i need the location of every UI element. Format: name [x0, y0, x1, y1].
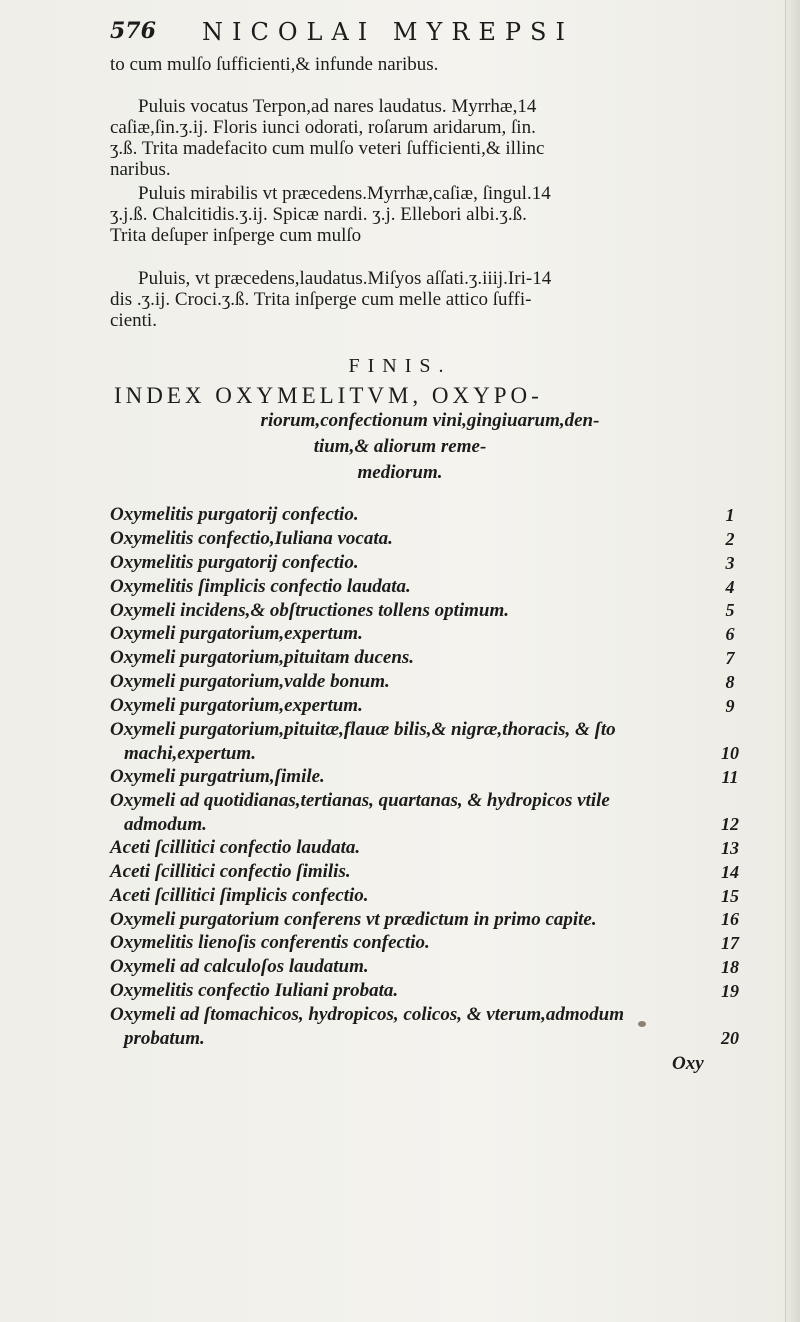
text-line: to cum mulſo ſufficienti,& infunde naribus.: [110, 54, 439, 75]
index-entry-text: [110, 955, 369, 979]
index-entry-text: [110, 503, 359, 527]
index-entry-line: Oxymelitis ſimplicis confectio laudata.: [110, 575, 411, 597]
index-entry: [110, 575, 750, 599]
ink-blot: [638, 1021, 646, 1027]
index-entry: [110, 765, 750, 789]
index-entry-number: 17: [721, 933, 739, 954]
text-line: cienti.: [110, 310, 157, 331]
index-entry-line: Oxymelitis lienoſis conferentis confectio.: [110, 932, 430, 954]
index-entry-line: Oxymeli purgatorium,pituitæ,flauæ bilis,& nigræ,thoracis, & ſto: [110, 719, 616, 741]
index-entry-line: probatum.: [124, 1028, 205, 1050]
index-entry-text: [110, 551, 359, 575]
index-entry-text: [110, 860, 351, 884]
index-entry-text: [110, 599, 509, 623]
index-entry-text: [110, 694, 363, 718]
index-entry-number: 14: [721, 861, 739, 882]
index-entry-line: Aceti ſcillitici ſimplicis confectio.: [110, 884, 369, 906]
index-subtitle-line: mediorum.: [357, 462, 443, 483]
paragraph-praised-powder: [110, 268, 690, 331]
index-entry: [110, 884, 750, 908]
index-entry-line: Oxymeli ad ſtomachicos, hydropicos, colicos, & vterum,admodum: [110, 1004, 625, 1026]
index-entry-number: 5: [725, 600, 735, 621]
index-entry-line: Oxymeli ad calculoſos laudatum.: [110, 956, 369, 978]
index-entry: [110, 551, 750, 575]
paragraph-wonderful-powder: [110, 183, 690, 246]
index-entry: [110, 979, 750, 1003]
index-title: INDEX OXYMELITVM, OXYPO-: [114, 383, 543, 408]
page-number: 576: [110, 18, 156, 44]
index-entry-line: Oxymeli purgatorium,expertum.: [110, 623, 363, 645]
text-line: caſiæ,ſin.ʒ.ij. Floris iunci odorati, roſarum aridarum, ſin.: [110, 117, 536, 138]
index-entry: [110, 694, 750, 718]
index-entry: [110, 670, 750, 694]
running-head: [110, 18, 710, 54]
index-entry-line: Oxymeli purgatorium conferens vt prædictum in primo capite.: [110, 908, 597, 930]
index-subtitle-line: riorum,confectionum vini,gingiuarum,den-: [260, 410, 600, 431]
index-entry-text: [110, 718, 616, 766]
index-entry: [110, 931, 750, 955]
index-entry: [110, 1003, 750, 1050]
text-line: dis .ʒ.ij. Croci.ʒ.ß. Trita inſperge cum melle attico ſuffi-: [110, 289, 532, 310]
paragraph-continuation: [110, 54, 690, 75]
index-entry-number: 7: [725, 648, 735, 669]
index-entry-number: 18: [721, 957, 739, 978]
index-entry: [110, 860, 750, 884]
text-line: Puluis, vt præcedens,laudatus.Miſyos aſſati.ʒ.iiij.Iri-14: [138, 268, 552, 289]
index-entry-line: Oxymeli purgatorium,valde bonum.: [110, 671, 390, 693]
index-entry-line: Oxymelitis confectio Iuliani probata.: [110, 980, 399, 1002]
paragraph-terpon-powder: [110, 96, 690, 180]
index-entry: [110, 503, 750, 527]
index-entry-text: [110, 527, 393, 551]
index-entry-line: Oxymelitis purgatorij confectio.: [110, 551, 359, 573]
index-entry-number: 8: [725, 672, 735, 693]
text-line: Puluis mirabilis vt præcedens.Myrrhæ,caſiæ, ſingul.14: [138, 183, 551, 204]
index-entry-number: 6: [725, 624, 735, 645]
index-entry: [110, 718, 750, 765]
index-entry: [110, 646, 750, 670]
index-entry-number: 4: [725, 576, 735, 597]
index-subtitle-line: tium,& aliorum reme-: [313, 436, 487, 457]
index-entry-line: machi,expertum.: [124, 743, 256, 765]
index-entry-number: 12: [721, 813, 739, 834]
index-entry-text: [110, 908, 597, 932]
text-line: naribus.: [110, 159, 171, 180]
index-entry-line: Oxymelitis confectio,Iuliana vocata.: [110, 527, 393, 549]
index-entry-text: [110, 931, 430, 955]
index-entries: [110, 503, 750, 1050]
index-entry-number: 1: [725, 504, 735, 525]
index-entry: [110, 622, 750, 646]
index-entry-number: 16: [721, 909, 739, 930]
index-entry-number: 9: [725, 696, 735, 717]
text-line: ʒ.j.ß. Chalcitidis.ʒ.ij. Spicæ nardi. ʒ.j. Ellebori albi.ʒ.ß.: [110, 204, 527, 225]
index-entry-number: 19: [721, 981, 739, 1002]
text-line: ʒ.ß. Trita madefacito cum mulſo veteri ſufficienti,& illinc: [110, 138, 545, 159]
index-entry-line: Oxymeli purgatorium,expertum.: [110, 695, 363, 717]
index-entry-text: [110, 765, 325, 789]
running-title: NICOLAI MYREPSI: [202, 18, 574, 46]
index-entry-number: 11: [721, 766, 739, 787]
index-entry-line: Aceti ſcillitici confectio laudata.: [110, 836, 361, 858]
index-entry: [110, 599, 750, 623]
index-entry-number: 10: [721, 743, 739, 764]
index-entry-text: [110, 646, 414, 670]
index-entry-line: Oxymelitis purgatorij confectio.: [110, 504, 359, 525]
index-entry-line: Aceti ſcillitici confectio ſimilis.: [110, 860, 351, 882]
index-entry-text: [110, 836, 360, 860]
index-entry-line: admodum.: [124, 813, 207, 835]
page-edge: [785, 0, 800, 1322]
index-entry-number: 3: [725, 552, 735, 573]
text-line: Puluis vocatus Terpon,ad nares laudatus. Myrrhæ,14: [138, 96, 537, 117]
index-entry-line: Oxymeli purgatorium,pituitam ducens.: [110, 647, 415, 669]
index-entry: [110, 527, 750, 551]
catchword: Oxy: [672, 1053, 704, 1074]
index-entry: [110, 955, 750, 979]
index-entry-text: [110, 622, 363, 646]
index-entry-text: [110, 979, 398, 1003]
index-entry-number: 13: [721, 837, 739, 858]
text-line: Trita deſuper inſperge cum mulſo: [110, 225, 362, 246]
index-entry-number: 2: [725, 528, 735, 549]
finis-mark: FINIS.: [348, 355, 452, 377]
index-entry: [110, 836, 750, 860]
index-entry-number: 15: [721, 885, 739, 906]
index-entry: [110, 908, 750, 932]
index-entry-text: [110, 884, 369, 908]
index-entry-text: [110, 789, 610, 837]
index-entry-line: Oxymeli purgatrium,ſimile.: [110, 766, 325, 788]
index-entry: [110, 789, 750, 836]
index-entry-line: Oxymeli ad quotidianas,tertianas, quartanas, & hydropicos vtile: [110, 789, 610, 811]
index-entry-line: Oxymeli incidens,& obſtructiones tollens optimum.: [110, 599, 510, 621]
index-entry-text: [110, 1003, 624, 1051]
index-entry-number: 20: [721, 1028, 739, 1049]
index-entry-text: [110, 670, 390, 694]
index-entry-text: [110, 575, 411, 599]
